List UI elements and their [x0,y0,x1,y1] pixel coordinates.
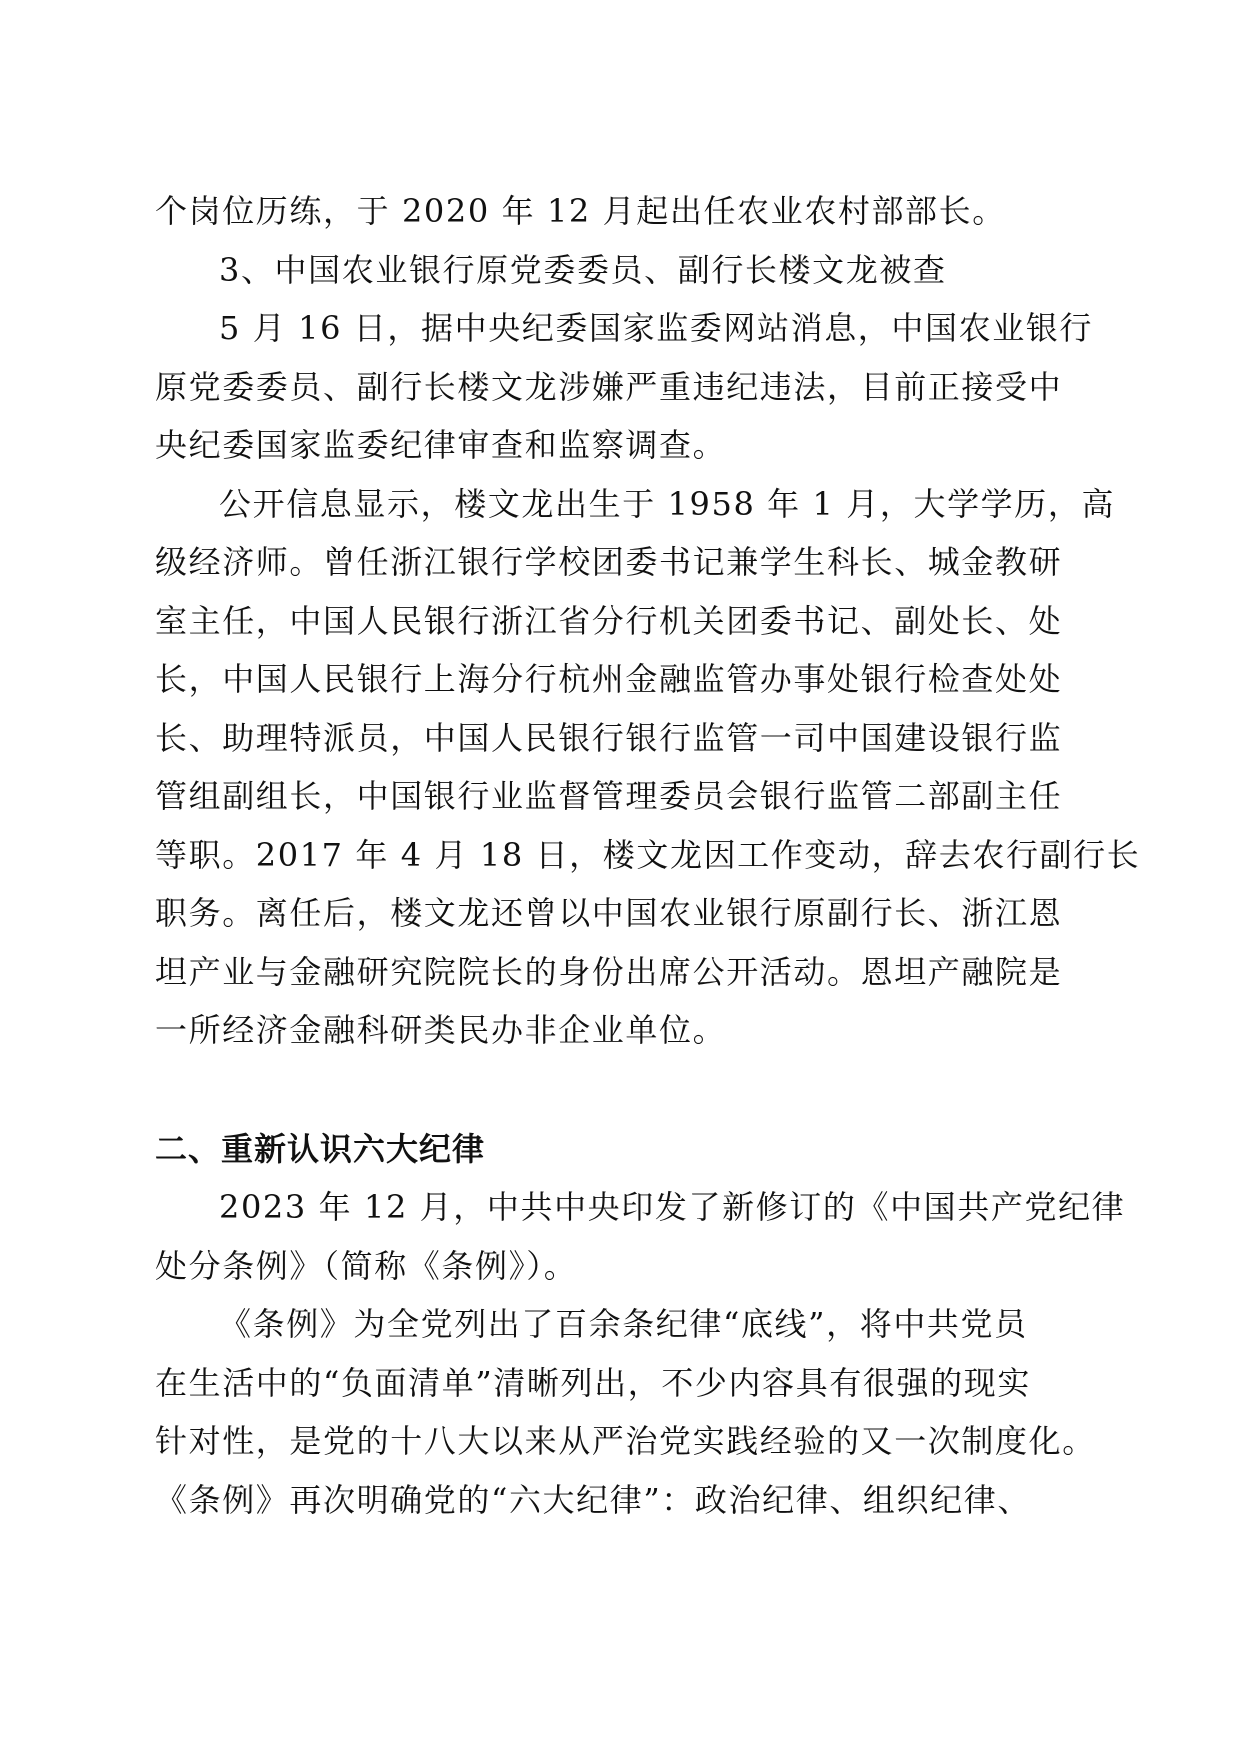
text-line: 级经济师。曾任浙江银行学校团委书记兼学生科长、城金教研 [155,543,1063,581]
paragraph-biography [155,475,1141,1060]
text-line: 等职。2017 年 4 月 18 日，楼文龙因工作变动，辞去农行副行长 [155,835,1141,874]
paragraph-six-disciplines [155,1295,1096,1529]
text-line: 公开信息显示，楼文龙出生于 1958 年 1 月，大学学历，高 [219,484,1116,523]
text-line: 管组副组长，中国银行业监督管理委员会银行监管二部副主任 [155,777,1063,815]
text-line: 2023 年 12 月，中共中央印发了新修订的《中国共产党纪律 [219,1188,1126,1226]
text-line: 长，中国人民银行上海分行杭州金融监管办事处银行检查处处 [155,660,1063,698]
text-line: 坦产业与金融研究院院长的身份出席公开活动。恩坦产融院是 [155,952,1063,991]
text-line: 央纪委国家监委纪律审查和监察调查。 [155,426,727,464]
paragraph-announcement [155,299,1093,475]
text-line: 《条例》为全党列出了百余条纪律“底线”，将中共党员 [219,1305,1028,1343]
text-line: 针对性，是党的十八大以来从严治党实践经验的又一次制度化。 [155,1422,1096,1460]
text-line: 在生活中的“负面清单”清晰列出，不少内容具有很强的现实 [155,1363,1031,1402]
section-spacer [155,1060,1085,1120]
text-line: 职务。离任后，楼文龙还曾以中国农业银行原副行长、浙江恩 [155,894,1063,932]
text-line: 长、助理特派员，中国人民银行银行监管一司中国建设银行监 [155,718,1063,757]
text-line: 原党委委员、副行长楼文龙涉嫌严重违纪违法，目前正接受中 [155,367,1063,406]
text-line: 个岗位历练，于 2020 年 12 月起出任农业农村部部长。 [155,192,1006,230]
text-line: 处分条例》（简称《条例》）。 [155,1246,578,1285]
section-heading: 二、重新认识六大纪律 [155,1129,486,1168]
text-line: 室主任，中国人民银行浙江省分行机关团委书记、副处长、处 [155,601,1063,640]
document-page [155,182,1141,1529]
text-line: 5 月 16 日，据中央纪委国家监委网站消息，中国农业银行 [219,309,1093,347]
text-line: 《条例》再次明确党的“六大纪律”：政治纪律、组织纪律、 [155,1480,1031,1519]
text-line: 一所经济金融科研类民办非企业单位。 [155,1011,727,1049]
item-title: 3、中国农业银行原党委委员、副行长楼文龙被查 [219,250,947,289]
paragraph-regulation [155,1178,1126,1295]
